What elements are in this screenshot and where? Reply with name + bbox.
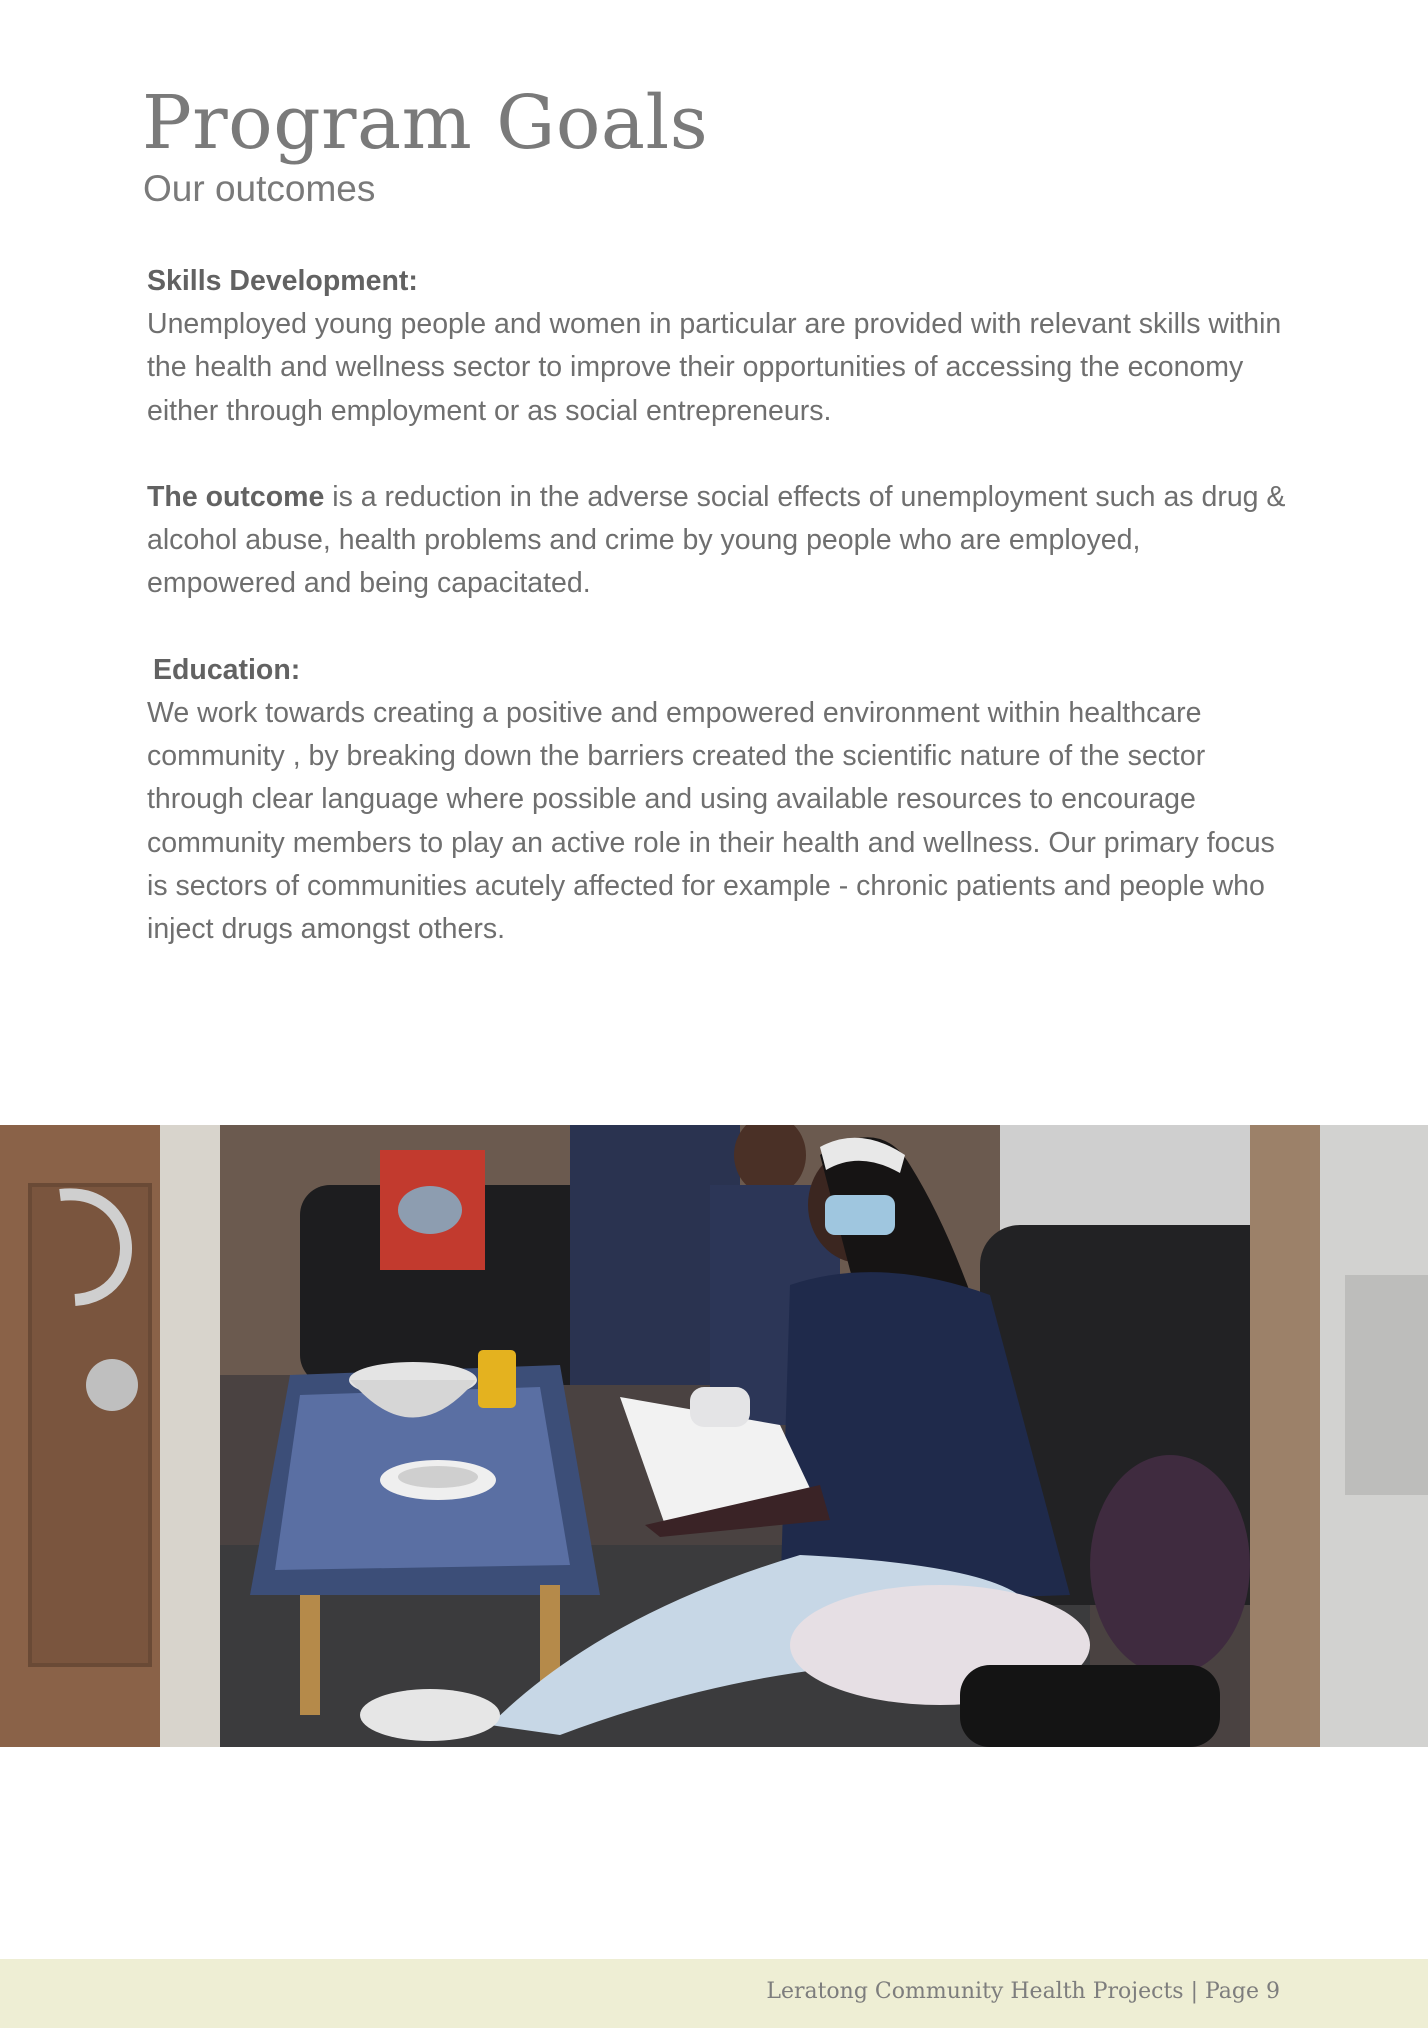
outcome-paragraph — [147, 476, 1297, 606]
photo-illustration — [0, 1125, 1428, 1747]
outcome-text: is a reduction in the adverse social effects of unemployment such as drug & alcohol abuse, health problems and crime by young people who are employed, empowered and being capacitated. — [147, 481, 1286, 600]
outcome-lead: The outcome — [147, 481, 325, 513]
body-content — [147, 260, 1297, 951]
page-footer — [0, 1959, 1428, 2028]
education-heading: Education: — [153, 653, 301, 686]
footer-text: Leratong Community Health Projects | Page 9 — [766, 1979, 1280, 2004]
page-title: Program Goals — [142, 80, 709, 166]
community-visit-photo — [0, 1125, 1428, 1747]
page-subtitle: Our outcomes — [143, 168, 376, 209]
skills-heading: Skills Development: — [147, 265, 418, 297]
skills-paragraph: Unemployed young people and women in particular are provided with relevant skills within the health and wellness sector to improve their opportunities of accessing the economy either through employment or as social entrepreneurs. — [147, 308, 1282, 427]
education-paragraph: We work towards creating a positive and empowered environment within healthcare community , by breaking down the barriers created the scientific nature of the sector through clear language where possible and using available resources to encourage community members to play an active role in their health and wellness. Our primary focus is sectors of communities acutely affected for example - chronic patients and people who inject drugs amongst others. — [147, 697, 1275, 946]
